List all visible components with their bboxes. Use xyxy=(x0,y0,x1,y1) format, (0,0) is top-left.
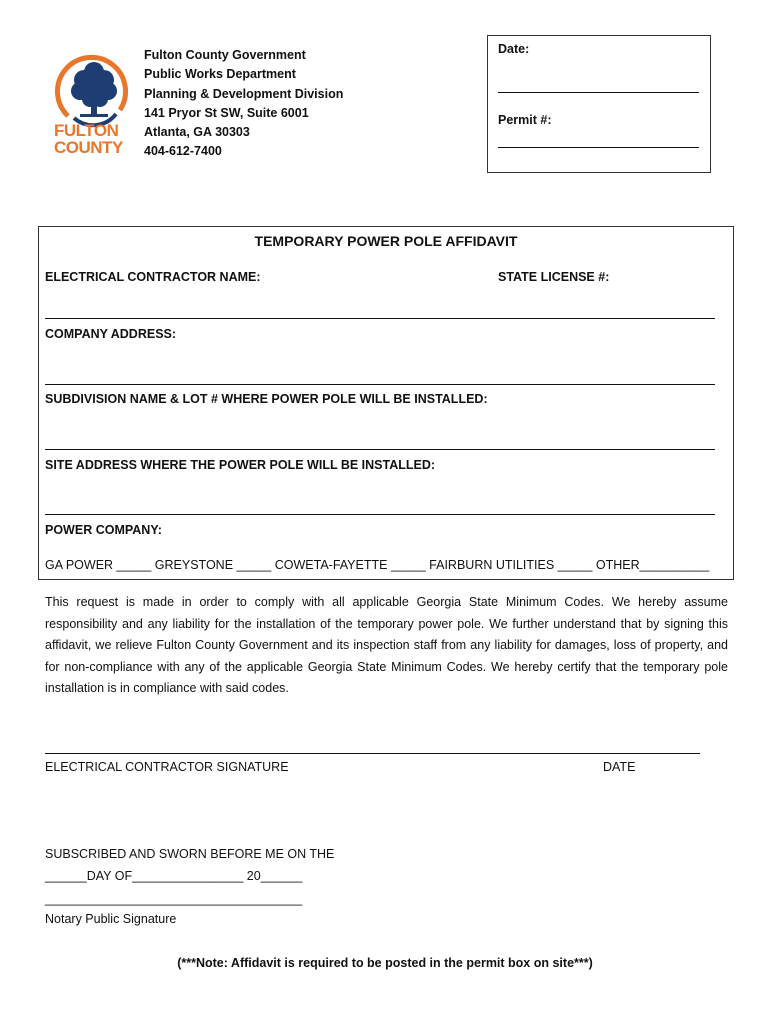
address-line: Public Works Department xyxy=(144,67,296,82)
power-company-label: POWER COMPANY: xyxy=(45,523,162,537)
fulton-county-logo xyxy=(50,44,132,162)
date-permit-box xyxy=(487,35,711,173)
company-address-label: COMPANY ADDRESS: xyxy=(45,327,177,341)
logo-text-county: COUNTY xyxy=(54,138,123,157)
notary-date-line[interactable]: ______DAY OF________________ 20______ xyxy=(45,869,303,883)
date-field[interactable] xyxy=(498,92,699,93)
address-line: 141 Pryor St SW, Suite 6001 xyxy=(144,105,309,120)
affidavit-statement: This request is made in order to comply with all applicable Georgia State Minimum Codes. We hereby assume responsibility and any liability for the installation of the temporary power pole. We further understand that by signing this affidavit, we relieve Fulton County Government and its inspection staff from any liability for damages, loss of property, and for non-compliance with any of the applicable Georgia State Minimum Codes. We hereby certify that the temporary pole installation is in compliance with said codes. xyxy=(45,595,728,696)
permit-field[interactable] xyxy=(498,147,699,148)
signature-date-label: DATE xyxy=(603,760,636,774)
company-address-field[interactable] xyxy=(45,384,715,385)
notary-signature-field[interactable]: _____________________________________ xyxy=(45,892,303,906)
power-company-options[interactable]: GA POWER _____ GREYSTONE _____ COWETA-FAYETTE _____ FAIRBURN UTILITIES _____ OTHER__________ xyxy=(45,558,710,572)
contractor-signature-field[interactable] xyxy=(45,753,700,754)
contractor-name-label: ELECTRICAL CONTRACTOR NAME: xyxy=(45,270,261,284)
subdivision-field[interactable] xyxy=(45,449,715,450)
subdivision-label: SUBDIVISION NAME & LOT # WHERE POWER POLE WILL BE INSTALLED: xyxy=(45,392,488,406)
notary-signature-label: Notary Public Signature xyxy=(45,912,177,926)
office-address xyxy=(144,46,343,162)
affidavit-form-box xyxy=(38,226,734,580)
footer-note: (***Note: Affidavit is required to be posted in the permit box on site***) xyxy=(177,956,593,970)
permit-label: Permit #: xyxy=(498,113,552,127)
address-line: Planning & Development Division xyxy=(144,86,344,101)
address-line: 404-612-7400 xyxy=(144,144,222,159)
date-label: Date: xyxy=(498,42,530,56)
contractor-signature-label: ELECTRICAL CONTRACTOR SIGNATURE xyxy=(45,760,289,774)
form-title: TEMPORARY POWER POLE AFFIDAVIT xyxy=(254,233,518,249)
sworn-statement: SUBSCRIBED AND SWORN BEFORE ME ON THE xyxy=(45,847,335,861)
state-license-label: STATE LICENSE #: xyxy=(498,270,610,284)
site-address-field[interactable] xyxy=(45,514,715,515)
address-line: Atlanta, GA 30303 xyxy=(144,125,250,140)
address-line: Fulton County Government xyxy=(144,48,306,62)
contractor-name-field[interactable] xyxy=(45,318,715,319)
site-address-label: SITE ADDRESS WHERE THE POWER POLE WILL BE INSTALLED: xyxy=(45,458,436,472)
logo-text-fulton: FULTON xyxy=(54,121,119,140)
